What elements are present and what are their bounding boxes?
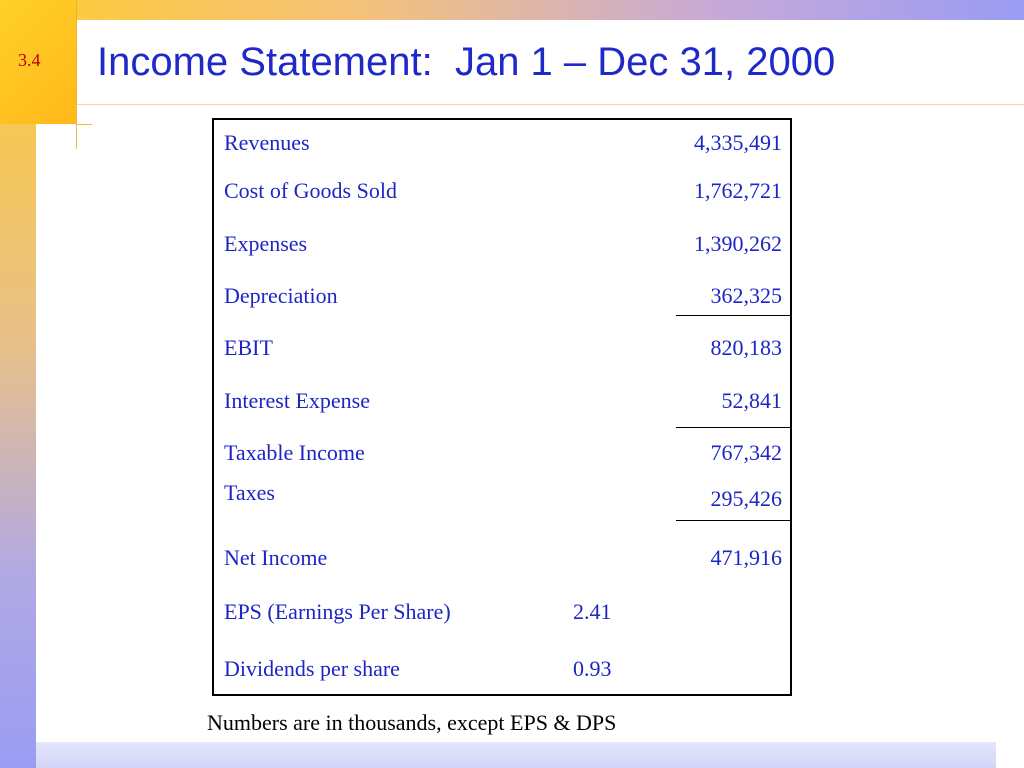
ebit-label: EBIT <box>224 335 273 360</box>
interest-expense-value: 52,841 <box>721 388 782 413</box>
taxable-income-value: 767,342 <box>710 440 782 465</box>
interest-expense-label: Interest Expense <box>224 388 370 413</box>
subtotal-rule-net <box>676 520 792 521</box>
top-gradient-band <box>0 0 1024 20</box>
cogs-label: Cost of Goods Sold <box>224 178 397 203</box>
accent-line-vertical <box>76 105 77 149</box>
depreciation-label: Depreciation <box>224 283 338 308</box>
revenues-label: Revenues <box>224 130 310 155</box>
dps-value: 0.93 <box>573 656 612 681</box>
eps-label: EPS (Earnings Per Share) <box>224 599 451 624</box>
revenues-value: 4,335,491 <box>694 130 782 155</box>
taxable-income-label: Taxable Income <box>224 440 365 465</box>
footnote: Numbers are in thousands, except EPS & DPS <box>207 710 617 735</box>
depreciation-value: 362,325 <box>710 283 782 308</box>
bottom-gradient-band <box>36 742 996 768</box>
cogs-value: 1,762,721 <box>694 178 782 203</box>
ebit-value: 820,183 <box>710 335 782 360</box>
eps-value: 2.41 <box>573 599 612 624</box>
title-divider <box>76 104 1024 105</box>
subtotal-rule-taxable <box>676 427 792 428</box>
subtotal-rule-ebit <box>676 315 792 316</box>
expenses-value: 1,390,262 <box>694 231 782 256</box>
taxes-label: Taxes <box>224 480 275 505</box>
expenses-label: Expenses <box>224 231 308 256</box>
net-income-value: 471,916 <box>710 545 782 570</box>
slide-title: Income Statement: Jan 1 – Dec 31, 2000 <box>97 40 836 84</box>
net-income-label: Net Income <box>224 545 328 570</box>
slide-number: 3.4 <box>18 50 41 70</box>
taxes-value: 295,426 <box>710 486 782 511</box>
slide-number-box <box>0 0 77 124</box>
dps-label: Dividends per share <box>224 656 400 681</box>
accent-line-horizontal <box>76 124 92 125</box>
